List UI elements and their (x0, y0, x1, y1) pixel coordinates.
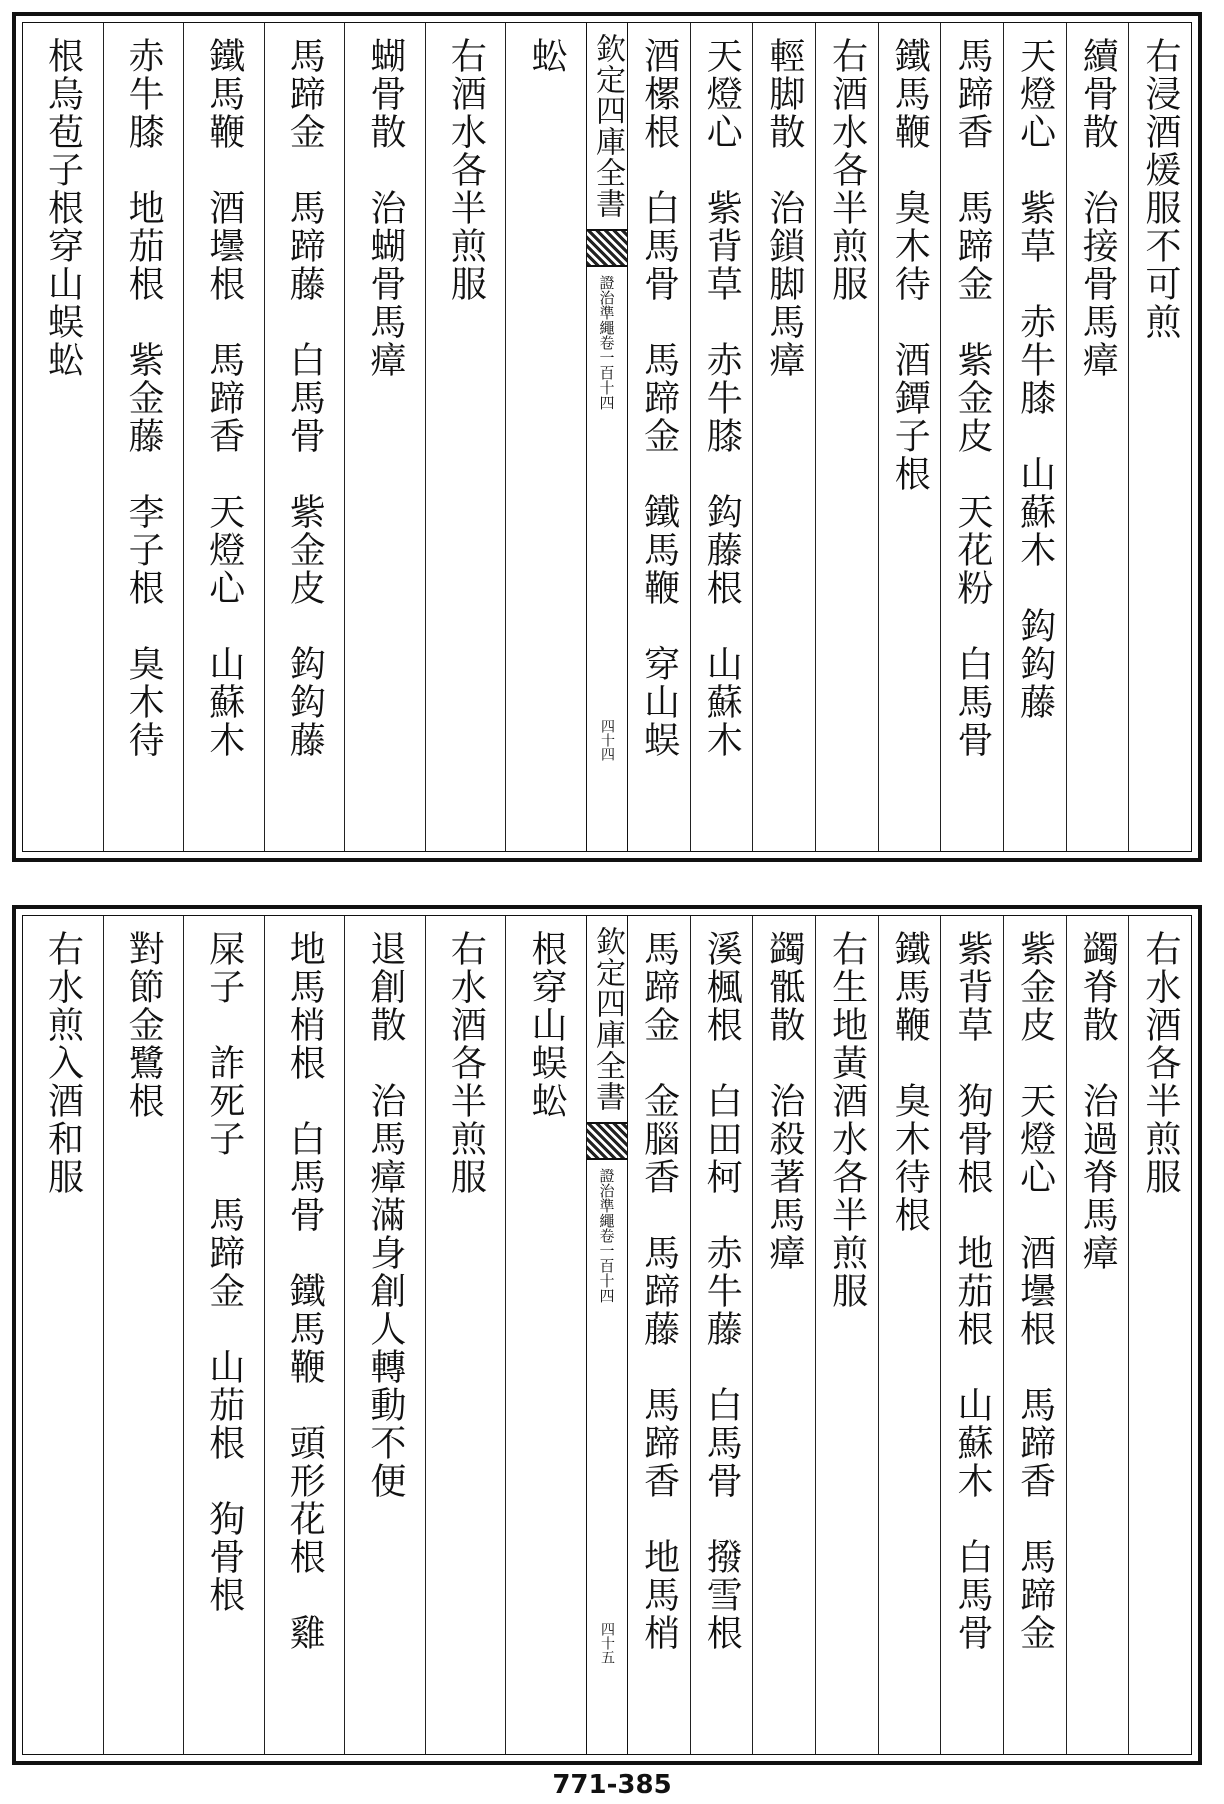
bottom-page-frame (22, 915, 1192, 1755)
chapter-label: 證治準繩卷一百十四 (597, 275, 616, 410)
folio-number: 四十五 (599, 1622, 615, 1664)
top-page-frame (22, 22, 1192, 852)
text-column: 右水酒各半煎服 (425, 916, 506, 1754)
text-column: 屎子 詐死子 馬蹄金 山茄根 狗骨根 (183, 916, 264, 1754)
text-column: 馬蹄金 金腦香 馬蹄藤 馬蹄香 地馬梢 (638, 930, 680, 1652)
text-column: 鐵馬鞭 酒壜根 馬蹄香 天燈心 山蘇木 (183, 23, 264, 851)
text-column: 鐵馬鞭 臭木待 酒鐔子根 (878, 23, 941, 851)
text-column: 紫金皮 天燈心 酒壜根 馬蹄香 馬蹄金 (1003, 916, 1066, 1754)
folio-number: 四十四 (599, 719, 615, 761)
text-column: 赤牛膝 地茄根 紫金藤 李子根 臭木待 (103, 23, 184, 851)
fishtail-ornament (587, 1122, 627, 1160)
text-column: 輕脚散 治鎖脚馬瘴 (752, 23, 815, 851)
text-column: 蚣 (505, 23, 586, 851)
text-column: 右浸酒煖服不可煎 (1128, 23, 1191, 851)
top-page (12, 12, 1202, 862)
top-right-half (628, 23, 1191, 851)
chapter-label: 證治準繩卷一百十四 (597, 1168, 616, 1303)
bottom-right-half (628, 916, 1191, 1754)
center-fold-column (586, 23, 628, 851)
center-fold-column (586, 916, 628, 1754)
book-title: 欽定四庫全書 (590, 33, 625, 219)
text-column: 天燈心 紫背草 赤牛膝 鈎藤根 山蘇木 (690, 23, 753, 851)
text-column: 鐵馬鞭 臭木待根 (878, 916, 941, 1754)
text-column: 根穿山蜈蚣 (505, 916, 586, 1754)
text-column: 右水酒各半煎服 (1128, 916, 1191, 1754)
book-title: 欽定四庫全書 (590, 926, 625, 1112)
text-column: 蠲脊散 治過脊馬瘴 (1066, 916, 1129, 1754)
text-column: 根烏苞子根穿山蜈蚣 (42, 37, 84, 379)
bottom-page (12, 905, 1202, 1765)
text-column: 溪楓根 白田柯 赤牛藤 白馬骨 撥雪根 (690, 916, 753, 1754)
text-column: 酒樏根 白馬骨 馬蹄金 鐵馬鞭 穿山蜈 (638, 37, 680, 759)
text-column: 對節金鷺根 (103, 916, 184, 1754)
text-column: 蝴骨散 治蝴骨馬瘴 (344, 23, 425, 851)
top-left-half (23, 23, 586, 851)
text-column: 右酒水各半煎服 (815, 23, 878, 851)
bottom-left-half (23, 916, 586, 1754)
text-column: 退創散 治馬瘴滿身創人轉動不便 (344, 916, 425, 1754)
text-column: 蠲骶散 治殺著馬瘴 (752, 916, 815, 1754)
text-column: 紫背草 狗骨根 地茄根 山蘇木 白馬骨 (940, 916, 1003, 1754)
text-column: 馬蹄香 馬蹄金 紫金皮 天花粉 白馬骨 (940, 23, 1003, 851)
text-column: 馬蹄金 馬蹄藤 白馬骨 紫金皮 鈎鈎藤 (264, 23, 345, 851)
fishtail-ornament (587, 229, 627, 267)
text-column: 右水煎入酒和服 (42, 930, 84, 1196)
text-column: 續骨散 治接骨馬瘴 (1066, 23, 1129, 851)
text-column: 地馬梢根 白馬骨 鐵馬鞭 頭形花根 雞 (264, 916, 345, 1754)
archive-page-number: 771-385 (552, 1770, 672, 1800)
text-column: 右酒水各半煎服 (425, 23, 506, 851)
text-column: 右生地黃酒水各半煎服 (815, 916, 878, 1754)
text-column: 天燈心 紫草 赤牛膝 山蘇木 鈎鈎藤 (1003, 23, 1066, 851)
